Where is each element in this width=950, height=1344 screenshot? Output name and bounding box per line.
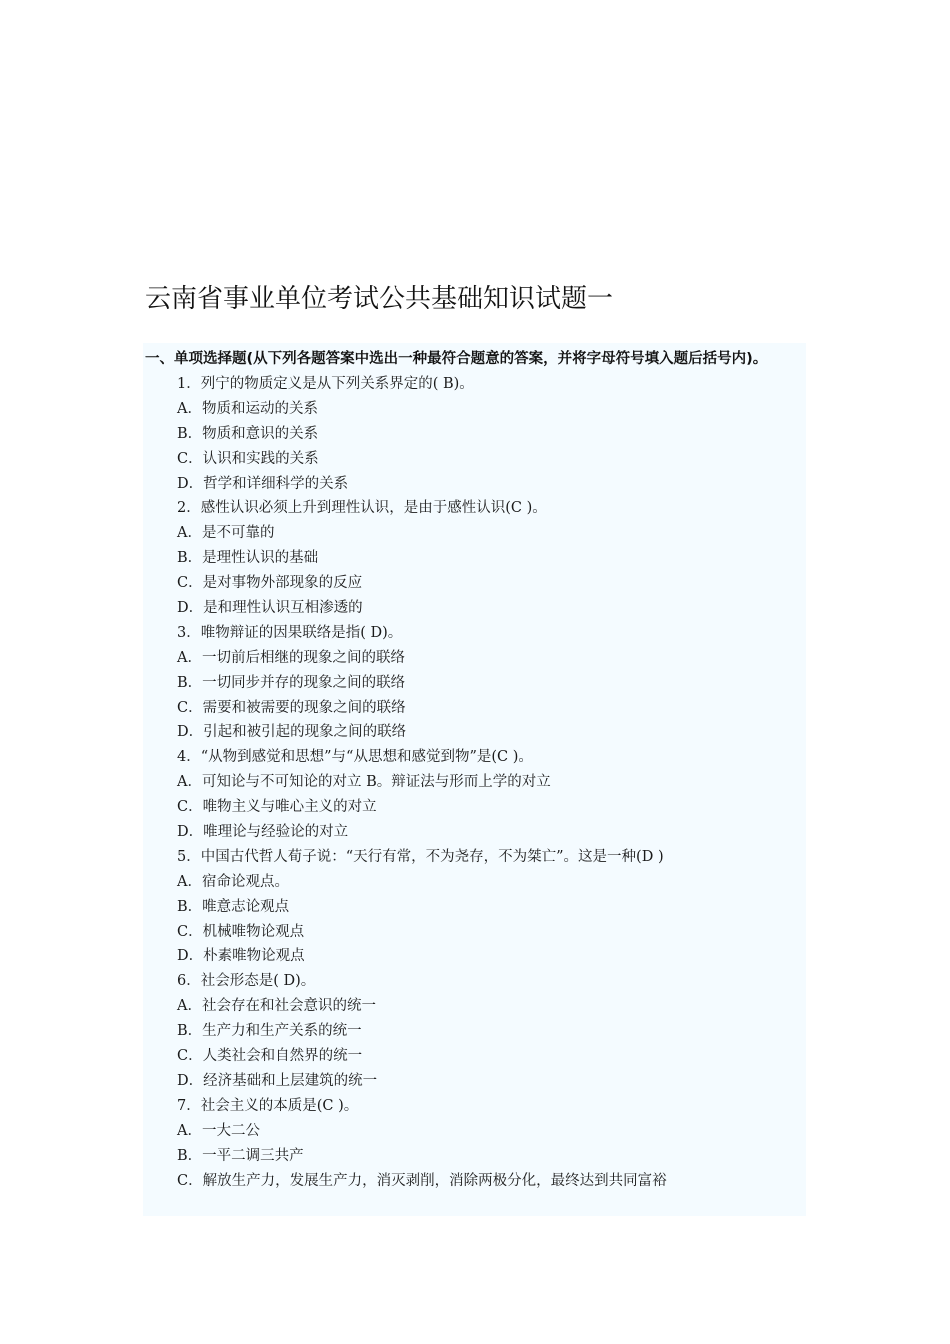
document-title: 云南省事业单位考试公共基础知识试题一 xyxy=(145,284,614,314)
answer-option: B．唯意志论观点 xyxy=(177,898,290,915)
question-section xyxy=(143,343,806,1216)
question-line: 6．社会形态是( D)。 xyxy=(177,973,316,990)
answer-option: A．一大二公 xyxy=(177,1122,260,1139)
answer-option: A．可知论与不可知论的对立 B。辩证法与形而上学的对立 xyxy=(177,774,551,791)
answer-option: C．解放生产力，发展生产力，消灭剥削，消除两极分化，最终达到共同富裕 xyxy=(177,1172,667,1189)
answer-option: C．认识和实践的关系 xyxy=(177,450,319,467)
question-line: 7．社会主义的本质是(C )。 xyxy=(177,1097,359,1114)
question-line: 4．“从物到感觉和思想”与“从思想和感觉到物”是(C )。 xyxy=(177,749,533,766)
answer-option: C．唯物主义与唯心主义的对立 xyxy=(177,799,377,816)
answer-option: B．一切同步并存的现象之间的联络 xyxy=(177,674,406,691)
answer-option: A．一切前后相继的现象之间的联络 xyxy=(177,649,405,666)
answer-option: A．社会存在和社会意识的统一 xyxy=(177,998,376,1015)
answer-option: A．宿命论观点。 xyxy=(177,873,289,890)
answer-option: D．哲学和详细科学的关系 xyxy=(177,475,349,492)
answer-option: C．机械唯物论观点 xyxy=(177,923,305,940)
answer-option: A．是不可靠的 xyxy=(177,525,275,542)
answer-option: C．是对事物外部现象的反应 xyxy=(177,575,363,592)
section-heading: 一、单项选择题(从下列各题答案中选出一种最符合题意的答案，并将字母符号填入题后括号内)。 xyxy=(145,351,768,367)
answer-option: D．是和理性认识互相渗透的 xyxy=(177,600,363,617)
answer-option: B．物质和意识的关系 xyxy=(177,425,319,442)
answer-option: D．引起和被引起的现象之间的联络 xyxy=(177,724,407,741)
answer-option: B．一平二调三共产 xyxy=(177,1147,304,1164)
question-line: 2．感性认识必须上升到理性认识，是由于感性认识(C )。 xyxy=(177,500,547,517)
answer-option: D．唯理论与经验论的对立 xyxy=(177,824,349,841)
answer-option: C．需要和被需要的现象之间的联络 xyxy=(177,699,406,716)
question-line: 1．列宁的物质定义是从下列关系界定的( B)。 xyxy=(177,376,474,392)
answer-option: B．生产力和生产关系的统一 xyxy=(177,1023,362,1040)
answer-option: D．朴素唯物论观点 xyxy=(177,948,305,965)
question-line: 5．中国古代哲人荀子说：“天行有常，不为尧存，不为桀亡”。这是一种(D ) xyxy=(177,848,664,865)
answer-option: C．人类社会和自然界的统一 xyxy=(177,1048,363,1065)
answer-option: D．经济基础和上层建筑的统一 xyxy=(177,1072,378,1089)
question-list xyxy=(143,372,806,1193)
question-line: 3．唯物辩证的因果联络是指( D)。 xyxy=(177,624,403,641)
answer-option: B．是理性认识的基础 xyxy=(177,550,319,567)
answer-option: A．物质和运动的关系 xyxy=(177,400,318,417)
